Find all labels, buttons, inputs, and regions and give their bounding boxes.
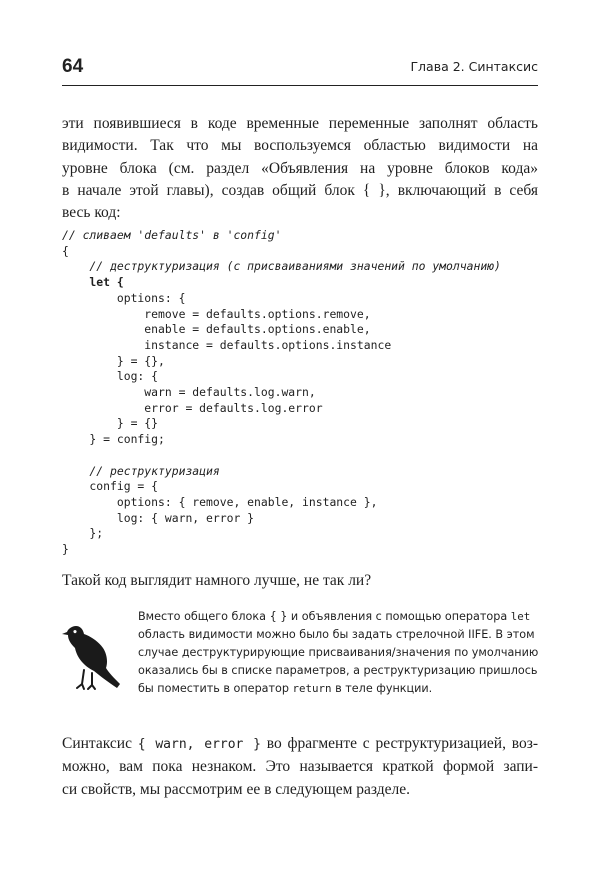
code-line: }	[62, 542, 69, 557]
closing-line: можно, вам пока незнаком. Это называется краткой формой запи-	[62, 758, 538, 776]
note-line: оказались бы в списке параметров, а реструктуризацию пришлось	[138, 664, 538, 677]
running-header	[62, 56, 538, 86]
code-line: let {	[62, 275, 124, 290]
note-text-fragment: Вместо общего блока { } и объявления с помощью оператора	[138, 610, 511, 623]
note-line	[138, 608, 538, 626]
intro-line: видимости. Так что мы воспользуемся областью видимости на	[62, 137, 538, 155]
crow-icon	[62, 618, 122, 698]
chapter-title: Глава 2. Синтаксис	[410, 59, 538, 74]
code-line: } = {},	[62, 353, 165, 368]
note-code-let: let	[510, 610, 531, 623]
intro-line: уровне блока (см. раздел «Объявления на уровне блоков кода»	[62, 159, 538, 177]
intro-line: эти появившиеся в коде временные переменные заполнят область	[62, 115, 538, 132]
intro-line: весь код:	[62, 204, 121, 222]
code-line: } = {}	[62, 416, 159, 431]
closing-paragraph	[62, 733, 538, 801]
intro-line: в начале этой главы), создав общий блок { }, включающий в себя	[62, 181, 538, 199]
code-line: {	[62, 243, 69, 258]
note-line: область видимости можно было бы задать стрелочной IIFE. В этом	[138, 628, 535, 641]
note-line: случае деструктурирующие присваивания/значения по умолчанию	[138, 646, 539, 659]
closing-text-fragment: Синтаксис	[62, 735, 138, 752]
code-line: options: { remove, enable, instance },	[62, 494, 378, 509]
closing-text-fragment: во фрагменте с реструктуризацией, воз-	[260, 735, 538, 752]
code-line: warn = defaults.log.warn,	[62, 385, 316, 400]
note-line	[138, 680, 538, 698]
code-line: // сливаем 'defaults' в 'config'	[62, 228, 282, 242]
note-code-return: return	[292, 682, 332, 695]
closing-inline-code: { warn, error }	[137, 737, 261, 752]
after-code-paragraph	[62, 570, 538, 592]
code-line: } = config;	[62, 432, 165, 447]
code-line: log: { warn, error }	[62, 510, 255, 525]
note-box	[62, 608, 538, 714]
note-text	[138, 608, 538, 698]
code-line: remove = defaults.options.remove,	[62, 306, 371, 321]
code-line: // реструктуризация	[62, 463, 220, 478]
page-number: 64	[62, 56, 84, 77]
code-line: enable = defaults.options.enable,	[62, 322, 371, 337]
intro-paragraph	[62, 113, 538, 224]
code-line: instance = defaults.options.instance	[62, 337, 392, 352]
note-text-fragment: в теле функции.	[331, 682, 433, 695]
closing-line	[62, 733, 538, 756]
after-code-text: Такой код выглядит намного лучше, не так ли?	[62, 572, 372, 589]
code-listing	[62, 228, 538, 558]
code-line: error = defaults.log.error	[62, 400, 323, 415]
code-line: options: {	[62, 290, 186, 305]
code-line: // деструктуризация (с присваиваниями значений по умолчанию)	[62, 259, 501, 274]
code-line: log: {	[62, 369, 159, 384]
code-line: config = {	[62, 479, 159, 494]
code-line: };	[62, 526, 104, 541]
header-rule	[62, 85, 538, 86]
closing-line: си свойств, мы рассмотрим ее в следующем разделе.	[62, 780, 411, 798]
note-text-fragment: бы поместить в оператор	[138, 682, 293, 695]
